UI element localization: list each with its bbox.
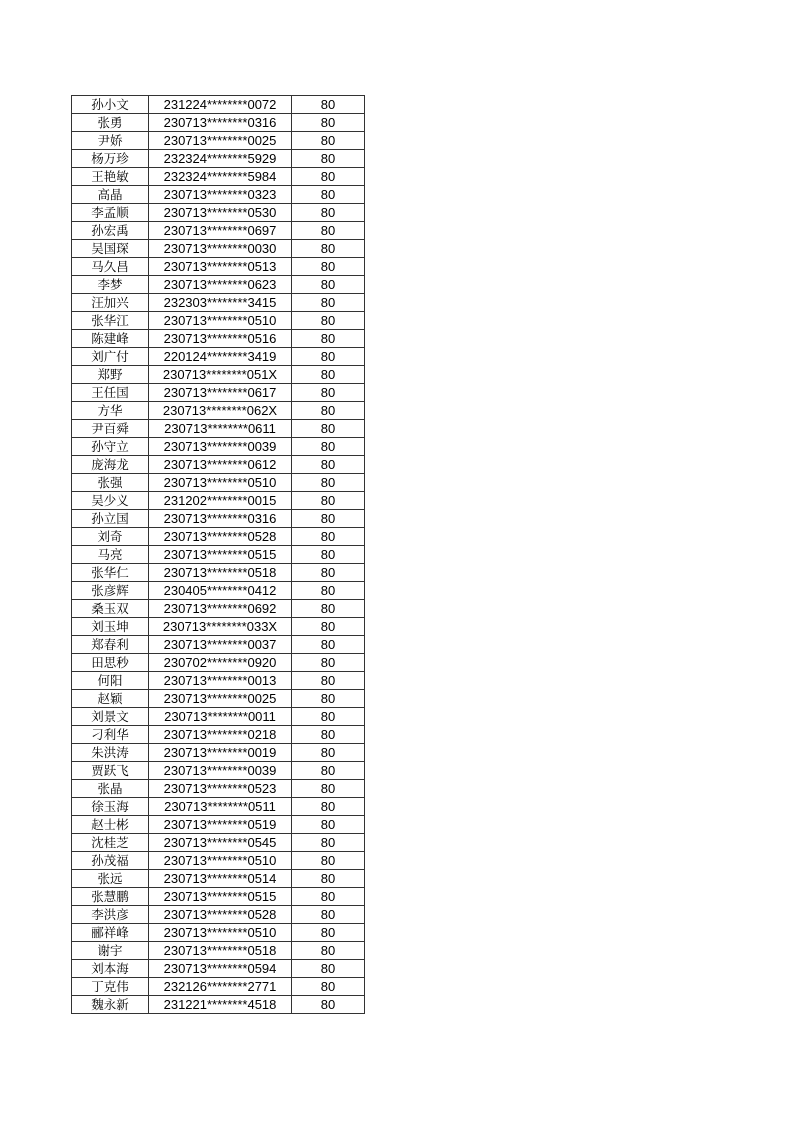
table-row (72, 456, 365, 474)
name-cell: 王任国 (72, 384, 149, 402)
name-cell: 沈桂芝 (72, 834, 149, 852)
score-cell: 80 (292, 528, 365, 546)
id-number-cell: 230713********0039 (149, 438, 292, 456)
score-cell: 80 (292, 492, 365, 510)
id-number-cell: 230713********0513 (149, 258, 292, 276)
name-cell: 谢宇 (72, 942, 149, 960)
name-cell: 张华江 (72, 312, 149, 330)
name-cell: 汪加兴 (72, 294, 149, 312)
table-row (72, 528, 365, 546)
id-number-cell: 230713********0013 (149, 672, 292, 690)
id-number-cell: 230713********0623 (149, 276, 292, 294)
id-number-cell: 230713********0611 (149, 420, 292, 438)
score-cell: 80 (292, 132, 365, 150)
table-row (72, 726, 365, 744)
id-number-cell: 230713********0025 (149, 132, 292, 150)
name-cell: 孙立国 (72, 510, 149, 528)
table-row (72, 132, 365, 150)
score-cell: 80 (292, 96, 365, 114)
table-row (72, 600, 365, 618)
name-cell: 张彦辉 (72, 582, 149, 600)
name-cell: 李孟顺 (72, 204, 149, 222)
id-number-cell: 232324********5929 (149, 150, 292, 168)
id-number-cell: 230713********033X (149, 618, 292, 636)
table-row (72, 222, 365, 240)
score-cell: 80 (292, 222, 365, 240)
id-number-cell: 230713********0530 (149, 204, 292, 222)
table-row (72, 708, 365, 726)
table-row (72, 816, 365, 834)
name-cell: 刘景文 (72, 708, 149, 726)
score-cell: 80 (292, 276, 365, 294)
score-cell: 80 (292, 348, 365, 366)
table-row (72, 996, 365, 1014)
name-cell: 郑春利 (72, 636, 149, 654)
name-cell: 刘本海 (72, 960, 149, 978)
id-number-cell: 230713********0518 (149, 942, 292, 960)
score-cell: 80 (292, 384, 365, 402)
score-cell: 80 (292, 618, 365, 636)
name-cell: 王艳敏 (72, 168, 149, 186)
name-cell: 张勇 (72, 114, 149, 132)
id-number-cell: 230713********0612 (149, 456, 292, 474)
id-number-cell: 232324********5984 (149, 168, 292, 186)
table-row (72, 510, 365, 528)
id-number-cell: 230713********0510 (149, 924, 292, 942)
name-cell: 张华仁 (72, 564, 149, 582)
name-cell: 马久昌 (72, 258, 149, 276)
id-number-cell: 231202********0015 (149, 492, 292, 510)
score-cell: 80 (292, 438, 365, 456)
name-cell: 刁利华 (72, 726, 149, 744)
table-row (72, 438, 365, 456)
table-row (72, 258, 365, 276)
score-cell: 80 (292, 204, 365, 222)
name-cell: 郦祥峰 (72, 924, 149, 942)
score-cell: 80 (292, 294, 365, 312)
table-row (72, 762, 365, 780)
id-number-cell: 230713********0519 (149, 816, 292, 834)
id-number-cell: 232126********2771 (149, 978, 292, 996)
table-row (72, 870, 365, 888)
table-row (72, 492, 365, 510)
score-cell: 80 (292, 708, 365, 726)
table-row (72, 204, 365, 222)
table-row (72, 546, 365, 564)
id-number-cell: 230713********062X (149, 402, 292, 420)
id-number-cell: 230713********0518 (149, 564, 292, 582)
score-cell: 80 (292, 672, 365, 690)
name-cell: 徐玉海 (72, 798, 149, 816)
id-number-cell: 230713********0039 (149, 762, 292, 780)
id-number-cell: 231224********0072 (149, 96, 292, 114)
table-row (72, 348, 365, 366)
score-cell: 80 (292, 402, 365, 420)
table-row (72, 924, 365, 942)
id-number-cell: 231221********4518 (149, 996, 292, 1014)
id-number-cell: 230713********0594 (149, 960, 292, 978)
name-cell: 朱洪涛 (72, 744, 149, 762)
name-cell: 李洪彦 (72, 906, 149, 924)
id-number-cell: 230713********0528 (149, 906, 292, 924)
score-cell: 80 (292, 114, 365, 132)
name-cell: 魏永新 (72, 996, 149, 1014)
table-row (72, 906, 365, 924)
score-cell: 80 (292, 726, 365, 744)
name-cell: 陈建峰 (72, 330, 149, 348)
id-number-cell: 230713********0545 (149, 834, 292, 852)
id-number-cell: 230713********0692 (149, 600, 292, 618)
name-cell: 桑玉双 (72, 600, 149, 618)
id-number-cell: 230713********0323 (149, 186, 292, 204)
id-number-cell: 230713********0316 (149, 510, 292, 528)
id-number-cell: 230713********0030 (149, 240, 292, 258)
table-row (72, 96, 365, 114)
score-cell: 80 (292, 744, 365, 762)
score-cell: 80 (292, 834, 365, 852)
score-cell: 80 (292, 456, 365, 474)
table-row (72, 654, 365, 672)
id-number-cell: 230713********0511 (149, 798, 292, 816)
score-cell: 80 (292, 996, 365, 1014)
table-row (72, 780, 365, 798)
score-cell: 80 (292, 942, 365, 960)
id-number-cell: 230713********0011 (149, 708, 292, 726)
id-number-cell: 230713********0516 (149, 330, 292, 348)
id-number-cell: 230713********0218 (149, 726, 292, 744)
score-cell: 80 (292, 474, 365, 492)
score-cell: 80 (292, 258, 365, 276)
table-row (72, 888, 365, 906)
name-cell: 丁克伟 (72, 978, 149, 996)
score-cell: 80 (292, 186, 365, 204)
name-cell: 刘玉坤 (72, 618, 149, 636)
id-number-cell: 230713********0515 (149, 888, 292, 906)
id-number-cell: 230713********0510 (149, 852, 292, 870)
id-number-cell: 220124********3419 (149, 348, 292, 366)
name-cell: 孙茂福 (72, 852, 149, 870)
name-cell: 张慧鹏 (72, 888, 149, 906)
table-row (72, 564, 365, 582)
id-number-cell: 230713********0523 (149, 780, 292, 798)
name-cell: 马亮 (72, 546, 149, 564)
score-cell: 80 (292, 906, 365, 924)
score-cell: 80 (292, 888, 365, 906)
name-cell: 尹百舜 (72, 420, 149, 438)
id-number-cell: 232303********3415 (149, 294, 292, 312)
score-cell: 80 (292, 924, 365, 942)
table-row (72, 330, 365, 348)
score-cell: 80 (292, 636, 365, 654)
score-cell: 80 (292, 978, 365, 996)
name-cell: 赵颖 (72, 690, 149, 708)
name-cell: 尹娇 (72, 132, 149, 150)
name-cell: 田思秒 (72, 654, 149, 672)
name-cell: 张晶 (72, 780, 149, 798)
table-row (72, 276, 365, 294)
table-row (72, 834, 365, 852)
id-number-cell: 230713********0316 (149, 114, 292, 132)
table-row (72, 618, 365, 636)
id-number-cell: 230713********0697 (149, 222, 292, 240)
name-cell: 高晶 (72, 186, 149, 204)
score-cell: 80 (292, 150, 365, 168)
name-cell: 杨万珍 (72, 150, 149, 168)
name-cell: 刘奇 (72, 528, 149, 546)
score-cell: 80 (292, 798, 365, 816)
name-cell: 张强 (72, 474, 149, 492)
name-cell: 赵士彬 (72, 816, 149, 834)
id-number-cell: 230713********0515 (149, 546, 292, 564)
name-cell: 吴国琛 (72, 240, 149, 258)
id-number-cell: 230713********0037 (149, 636, 292, 654)
name-cell: 吴少义 (72, 492, 149, 510)
score-cell: 80 (292, 654, 365, 672)
id-number-cell: 230713********0510 (149, 474, 292, 492)
score-cell: 80 (292, 762, 365, 780)
name-cell: 贾跃飞 (72, 762, 149, 780)
table-row (72, 960, 365, 978)
name-cell: 孙守立 (72, 438, 149, 456)
name-cell: 庞海龙 (72, 456, 149, 474)
name-cell: 郑野 (72, 366, 149, 384)
id-number-cell: 230702********0920 (149, 654, 292, 672)
score-cell: 80 (292, 870, 365, 888)
name-cell: 何阳 (72, 672, 149, 690)
name-cell: 李梦 (72, 276, 149, 294)
table-row (72, 294, 365, 312)
table-row (72, 852, 365, 870)
table-row (72, 672, 365, 690)
table-row (72, 366, 365, 384)
score-cell: 80 (292, 564, 365, 582)
score-cell: 80 (292, 780, 365, 798)
score-cell: 80 (292, 582, 365, 600)
roster-table-body (72, 96, 365, 1014)
score-cell: 80 (292, 420, 365, 438)
name-cell: 方华 (72, 402, 149, 420)
id-number-cell: 230713********0019 (149, 744, 292, 762)
score-cell: 80 (292, 546, 365, 564)
table-row (72, 186, 365, 204)
id-number-cell: 230713********051X (149, 366, 292, 384)
table-row (72, 690, 365, 708)
table-row (72, 168, 365, 186)
score-cell: 80 (292, 240, 365, 258)
id-number-cell: 230713********0528 (149, 528, 292, 546)
name-cell: 孙小文 (72, 96, 149, 114)
table-row (72, 636, 365, 654)
score-cell: 80 (292, 168, 365, 186)
table-row (72, 402, 365, 420)
score-cell: 80 (292, 960, 365, 978)
roster-table (71, 95, 365, 1014)
id-number-cell: 230713********0510 (149, 312, 292, 330)
id-number-cell: 230405********0412 (149, 582, 292, 600)
score-cell: 80 (292, 510, 365, 528)
table-row (72, 384, 365, 402)
score-cell: 80 (292, 600, 365, 618)
table-row (72, 978, 365, 996)
score-cell: 80 (292, 852, 365, 870)
table-row (72, 312, 365, 330)
name-cell: 刘广付 (72, 348, 149, 366)
id-number-cell: 230713********0025 (149, 690, 292, 708)
table-row (72, 150, 365, 168)
table-row (72, 420, 365, 438)
table-row (72, 744, 365, 762)
table-row (72, 798, 365, 816)
score-cell: 80 (292, 330, 365, 348)
score-cell: 80 (292, 816, 365, 834)
name-cell: 孙宏禹 (72, 222, 149, 240)
id-number-cell: 230713********0617 (149, 384, 292, 402)
table-row (72, 582, 365, 600)
score-cell: 80 (292, 690, 365, 708)
table-row (72, 942, 365, 960)
score-cell: 80 (292, 312, 365, 330)
table-row (72, 240, 365, 258)
id-number-cell: 230713********0514 (149, 870, 292, 888)
table-row (72, 114, 365, 132)
table-row (72, 474, 365, 492)
score-cell: 80 (292, 366, 365, 384)
name-cell: 张远 (72, 870, 149, 888)
